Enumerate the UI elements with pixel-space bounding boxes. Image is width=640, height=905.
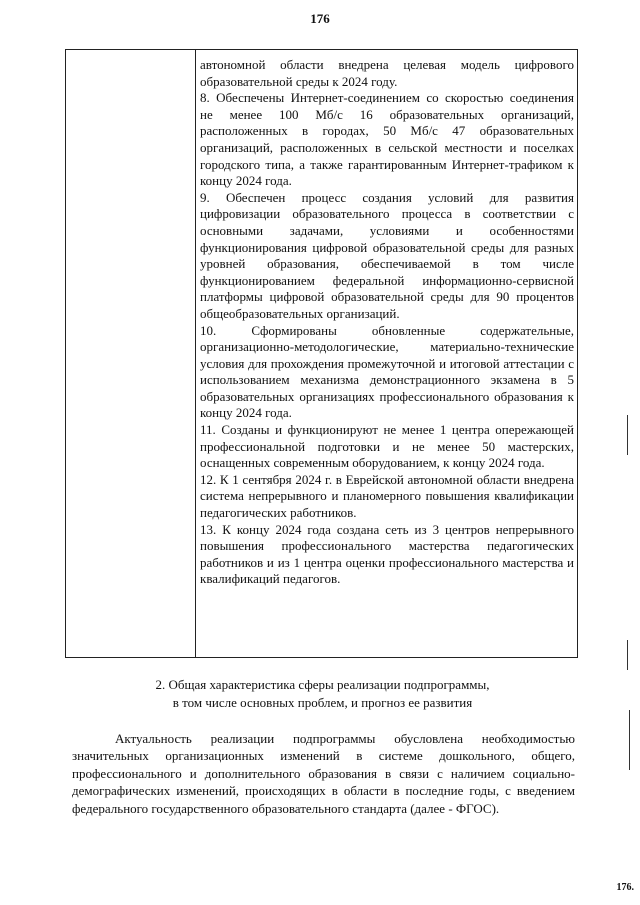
table-column-divider <box>195 50 196 657</box>
table-paragraph: 8. Обеспечены Интернет-соединением со скоростью соединения не менее 100 Мб/с 16 образовательных организаций, расположенных в городах, 50 Мб/с 47 образовательных организаций, расположенных в сельской местности и поселках городского типа, а также гарантированным Интернет-трафиком к концу 2024 года. <box>200 90 574 189</box>
scan-artifact-line <box>627 415 628 455</box>
section-body <box>72 730 575 817</box>
table-paragraph: 12. К 1 сентября 2024 г. в Еврейской автономной области внедрена система непрерывного и планомерного повышения квалификации педагогических работников. <box>200 471 574 521</box>
goals-table <box>65 49 578 658</box>
footer-page-number: 176. <box>616 882 634 893</box>
scan-artifact-line <box>629 710 630 770</box>
section-heading <box>80 676 565 712</box>
table-right-cell <box>200 57 574 588</box>
table-paragraph: 10. Сформированы обновленные содержательные, организационно-методологические, материально-технические условия для прохождения промежуточной и итоговой аттестации с использованием механизма демонстрационного экзамена в 5 образовательных организациях профессионального образования к концу 2024 года. <box>200 322 574 421</box>
table-paragraph: автономной области внедрена целевая модель цифрового образовательной среды к 2024 году. <box>200 57 574 89</box>
section-heading-line2: в том числе основных проблем, и прогноз ее развития <box>172 695 473 710</box>
page-number: 176 <box>310 11 330 26</box>
scan-artifact-line <box>627 640 628 670</box>
table-paragraph: 11. Созданы и функционируют не менее 1 центра опережающей профессиональной подготовки и не менее 50 мастерских, оснащенных современным оборудованием, к концу 2024 года. <box>200 422 574 471</box>
table-paragraph: 13. К концу 2024 года создана сеть из 3 центров непрерывного повышения профессионального мастерства педагогических работников и из 1 центра оценки профессионального мастерства и квалификаций педагогов. <box>200 521 574 587</box>
body-paragraph: Актуальность реализации подпрограммы обусловлена необходимостью значительных организационных изменений в системе дошкольного, общего, профессионального и дополнительного образования в связи с наличием социально-демографических изменений, происходящих в области в последние годы, с введением федерального государственного образовательного стандарта (далее - ФГОС). <box>72 731 575 816</box>
section-heading-line1: 2. Общая характеристика сферы реализации подпрограммы, <box>155 677 490 692</box>
table-paragraph: 9. Обеспечен процесс создания условий для развития цифровизации образовательного процесса в соответствии с основными задачами, условиями и особенностями функционирования цифровой образовательной среды для разных уровней образования, обеспечиваемой в том числе функционированием федеральной информационно-сервисной платформы цифровой образовательной среды для 90 процентов общеобразовательных организаций. <box>200 189 574 321</box>
